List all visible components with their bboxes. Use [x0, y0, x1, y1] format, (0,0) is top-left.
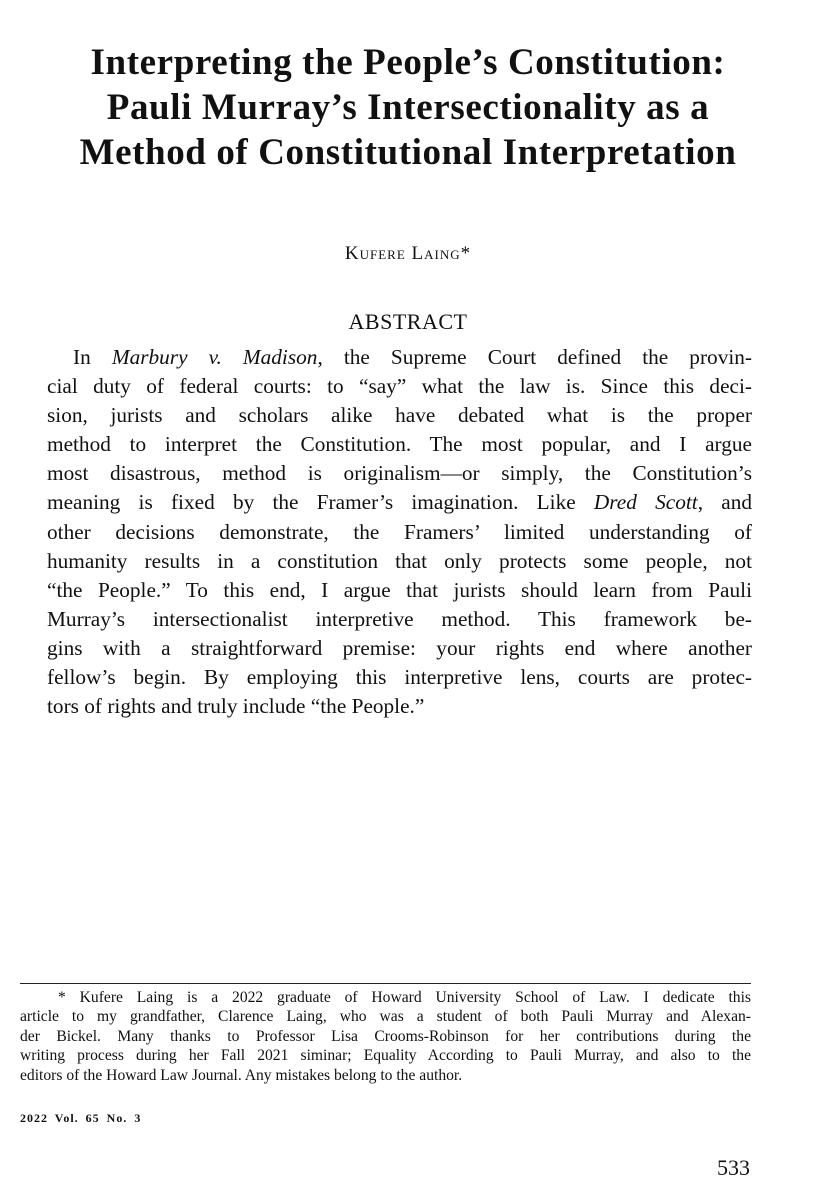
case-name-marbury: Marbury v. Madison [111, 345, 318, 369]
title-line: Interpreting the People’s Constitution: [90, 42, 726, 83]
journal-issue: 2022 Vol. 65 No. 3 [20, 1111, 142, 1125]
title-line: Method of Constitutional Interpretation [79, 132, 737, 173]
author-footnote [20, 988, 751, 1085]
footnote-line: article to my grandfather, Clarence Laing, who was a student of both Pauli Murray and Alexan- [20, 1008, 751, 1026]
abstract-line: sion, jurists and scholars alike have debated what is the proper [47, 403, 752, 428]
abstract-line: other decisions demonstrate, the Framers’ limited understanding of [47, 519, 752, 544]
abstract-line: tors of rights and truly include “the People.” [47, 694, 425, 719]
abstract-line: most disastrous, method is originalism—or simply, the Constitution’s [47, 461, 752, 486]
abstract-line: method to interpret the Constitution. The most popular, and I argue [47, 432, 752, 457]
abstract-line: In Marbury v. Madison, the Supreme Court defined the provin- [73, 345, 753, 369]
footnote-line: writing process during her Fall 2021 siminar; Equality According to Pauli Murray, and also to the [20, 1047, 751, 1065]
abstract-body [47, 343, 752, 721]
abstract-line: gins with a straightforward premise: your rights end where another [47, 635, 752, 660]
article-title [30, 40, 786, 175]
abstract-line: meaning is fixed by the Framer’s imagination. Like Dred Scott, and [47, 490, 752, 515]
abstract-heading: ABSTRACT [348, 309, 468, 334]
abstract-line: fellow’s begin. By employing this interpretive lens, courts are protec- [47, 665, 752, 690]
abstract-line: Murray’s intersectionalist interpretive method. This framework be- [47, 606, 752, 631]
author-name: Kufere Laing* [344, 243, 472, 264]
case-name-dred-scott: Dred Scott [593, 490, 698, 515]
footnote-divider [20, 983, 751, 984]
abstract-line: “the People.” To this end, I argue that jurists should learn from Pauli [47, 577, 752, 602]
footnote-line: der Bickel. Many thanks to Professor Lisa Crooms-Robinson for her contributions during the [20, 1027, 751, 1045]
abstract-line: humanity results in a constitution that only protects some people, not [47, 548, 752, 573]
title-line: Pauli Murray’s Intersectionality as a [106, 87, 710, 128]
footnote-line: editors of the Howard Law Journal. Any mistakes belong to the author. [20, 1066, 463, 1084]
page-number: 533 [717, 1155, 750, 1180]
footnote-line: * Kufere Laing is a 2022 graduate of Howard University School of Law. I dedicate this [58, 989, 751, 1006]
abstract-line: cial duty of federal courts: to “say” what the law is. Since this deci- [47, 374, 752, 399]
